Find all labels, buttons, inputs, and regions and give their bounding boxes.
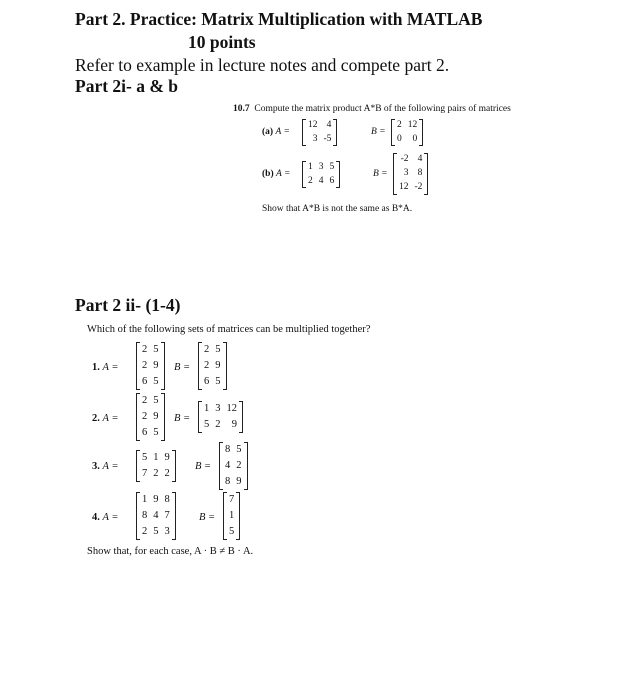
matrix-entries [140,492,172,540]
matrix-entry: 3 [164,525,170,537]
matrix-entry: 2 [142,359,148,371]
matrix-entry: 5 [329,162,335,172]
matrix-right-bracket [223,342,227,390]
matrix-entry: 9 [153,493,159,505]
item-1-A-label: A = [102,362,119,373]
problem-prompt: Compute the matrix product A*B of the following pairs of matrices [254,104,511,114]
matrix-entry: 7 [164,509,170,521]
matrix-entry: 8 [417,168,423,179]
points-label: 10 points [188,32,256,52]
matrix-entry: 1 [308,162,313,172]
item-4-A-label: A = [102,512,119,523]
matrix-right-bracket [244,442,248,490]
matrix-entry: 1 [229,509,235,521]
matrix-entry: 2 [308,175,313,186]
matrix-entry: 1 [153,451,159,463]
matrix-entry: 5 [215,375,221,387]
matrix-entry: 6 [142,375,148,387]
part-a-matrix-A [302,119,337,146]
matrix-entry: 2 [142,410,148,422]
matrix-entry: 2 [236,459,242,471]
part-2ii-heading: Part 2 ii- (1-4) [75,295,181,315]
part-b-matrix-B [393,153,428,195]
matrix-right-bracket [161,342,165,390]
part-a-row [262,127,290,137]
matrix-entry: 4 [326,120,332,130]
matrix-entry: 5 [215,343,221,355]
matrix-entry: -2 [400,154,409,165]
problem-10-7-footer: Show that A*B is not the same as B*A. [262,204,413,214]
matrix-entries [202,401,239,433]
matrix-entries [140,450,172,482]
part-b-A-label: A = [276,169,291,179]
item-2-number: 2. [92,413,100,424]
item-1-B-label: B = [174,362,191,373]
matrix-entry: 4 [417,154,423,165]
matrix-entry: 5 [236,443,242,455]
matrix-entry: 8 [142,509,148,521]
matrix-entry: 3 [312,133,318,144]
problem-number: 10.7 [233,104,250,114]
matrix-entry: 2 [397,120,402,130]
part-b-B-label: B = [373,169,388,179]
item-2-A-label: A = [102,413,119,424]
matrix-entry: 1 [204,402,210,414]
part-a-matrix-B [391,119,423,146]
matrix-right-bracket [172,492,176,540]
matrix-entry: -2 [414,182,423,193]
part-b-matrix-A [302,161,340,188]
matrix-entry: 8 [225,443,231,455]
matrix-entry: 2 [153,467,159,479]
matrix-entry: 12 [407,120,418,130]
matrix-entry: 1 [142,493,148,505]
matrix-entries [306,161,336,188]
item-1-row [92,362,118,373]
matrix-entry: 2 [204,359,210,371]
matrix-entries [397,153,424,195]
matrix-entry: 12 [308,120,318,130]
part-a-label: (a) [262,127,274,137]
item-2-matrix-B [198,401,243,433]
matrix-entries [223,442,244,490]
matrix-entry: 5 [153,525,159,537]
part-2i-heading: Part 2i- a & b [75,76,179,96]
matrix-entry: 5 [153,343,159,355]
matrix-entry: 7 [229,493,235,505]
part-b-row [262,169,290,179]
matrix-right-bracket [239,401,243,433]
part-2ii-question: Which of the following sets of matrices can be multiplied together? [87,324,371,335]
item-2-row [92,413,118,424]
item-1-matrix-A [136,342,165,390]
item-1-matrix-B [198,342,227,390]
matrix-entry: 5 [229,525,235,537]
matrix-entry: 12 [226,402,237,414]
item-3-matrix-A [136,450,176,482]
matrix-entry: -5 [323,133,332,144]
matrix-entry: 6 [142,426,148,438]
item-1-number: 1. [92,362,100,373]
item-4-number: 4. [92,512,100,523]
matrix-entry: 3 [215,402,221,414]
matrix-right-bracket [236,492,240,540]
matrix-entry: 9 [215,359,221,371]
matrix-entry: 3 [403,168,409,179]
item-3-row [92,461,118,472]
matrix-entry: 4 [318,175,324,186]
matrix-entries [140,393,161,441]
problem-10-7-line [233,104,511,114]
matrix-entry: 0 [412,133,418,144]
matrix-entry: 9 [236,475,242,487]
matrix-entry: 9 [153,410,159,422]
matrix-entry: 2 [215,418,221,430]
matrix-entry: 9 [231,418,237,430]
matrix-entry: 5 [153,394,159,406]
matrix-entries [202,342,223,390]
part-b-label: (b) [262,169,274,179]
matrix-entry: 5 [153,375,159,387]
matrix-entry: 4 [153,509,159,521]
matrix-entries [306,119,333,146]
item-3-B-label: B = [195,461,212,472]
matrix-right-bracket [336,161,340,188]
matrix-entry: 2 [164,467,170,479]
matrix-entry: 3 [318,162,324,172]
part-a-A-label: A = [275,127,290,137]
item-2-matrix-A [136,393,165,441]
matrix-entry: 6 [329,175,335,186]
matrix-entry: 8 [164,493,170,505]
item-2-B-label: B = [174,413,191,424]
instruction-text: Refer to example in lecture notes and compete part 2. [75,55,450,75]
page-title: Part 2. Practice: Matrix Multiplication with MATLAB [75,9,483,29]
matrix-entries [395,119,419,146]
item-3-number: 3. [92,461,100,472]
item-3-A-label: A = [102,461,119,472]
matrix-entry: 8 [225,475,231,487]
matrix-entry: 2 [142,525,148,537]
matrix-right-bracket [333,119,337,146]
item-4-matrix-A [136,492,176,540]
matrix-entry: 2 [204,343,210,355]
matrix-entry: 5 [153,426,159,438]
matrix-entry: 5 [204,418,210,430]
matrix-entry: 7 [142,467,148,479]
matrix-entries [140,342,161,390]
part-2ii-footer: Show that, for each case, A · B ≠ B · A. [87,546,254,557]
matrix-right-bracket [419,119,423,146]
item-3-matrix-B [219,442,248,490]
part-a-B-label: B = [371,127,386,137]
matrix-entry: 12 [399,182,409,193]
matrix-entry: 0 [397,133,402,144]
matrix-entry: 9 [153,359,159,371]
matrix-entry: 2 [142,343,148,355]
matrix-right-bracket [161,393,165,441]
matrix-entry: 5 [142,451,148,463]
matrix-right-bracket [424,153,428,195]
matrix-right-bracket [172,450,176,482]
matrix-entry: 2 [142,394,148,406]
item-4-matrix-B [223,492,240,540]
matrix-entries [227,492,236,540]
matrix-entry: 6 [204,375,210,387]
item-4-row [92,512,118,523]
matrix-entry: 4 [225,459,231,471]
matrix-entry: 9 [164,451,170,463]
item-4-B-label: B = [199,512,216,523]
